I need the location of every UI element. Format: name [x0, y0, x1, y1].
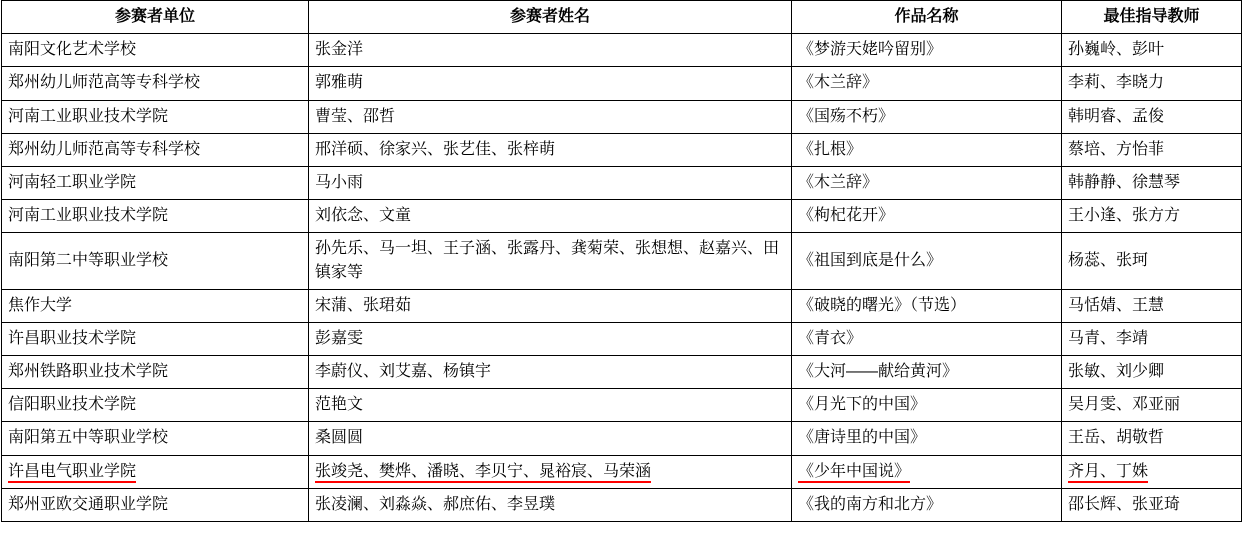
cell-names: 范艳文 [309, 389, 792, 422]
cell-unit: 郑州幼儿师范高等专科学校 [2, 67, 309, 100]
cell-teachers: 王岳、胡敬哲 [1062, 422, 1242, 455]
table-header-row [2, 1, 1242, 34]
table-body [2, 34, 1242, 522]
cell-names: 彭嘉雯 [309, 322, 792, 355]
cell-teachers: 李莉、李晓力 [1062, 67, 1242, 100]
cell-teachers: 杨蕊、张珂 [1062, 233, 1242, 289]
cell-teachers: 韩明睿、孟俊 [1062, 100, 1242, 133]
table-row [2, 389, 1242, 422]
cell-names: 张金洋 [309, 34, 792, 67]
cell-work: 《木兰辞》 [792, 166, 1062, 199]
cell-teachers: 孙巍岭、彭叶 [1062, 34, 1242, 67]
cell-names: 张凌澜、刘淼焱、郝庶佑、李昱璞 [309, 488, 792, 521]
cell-teachers: 蔡培、方怡菲 [1062, 133, 1242, 166]
table-row [2, 200, 1242, 233]
cell-unit: 焦作大学 [2, 289, 309, 322]
cell-teachers-text: 齐月、丁姝 [1068, 463, 1148, 483]
cell-work: 《青衣》 [792, 322, 1062, 355]
cell-names: 曹莹、邵哲 [309, 100, 792, 133]
cell-unit: 信阳职业技术学院 [2, 389, 309, 422]
cell-unit: 南阳第二中等职业学校 [2, 233, 309, 289]
cell-work: 《破晓的曙光》（节选） [792, 289, 1062, 322]
cell-teachers: 马青、李靖 [1062, 322, 1242, 355]
cell-teachers: 韩静静、徐慧琴 [1062, 166, 1242, 199]
column-header-teachers: 最佳指导教师 [1062, 1, 1242, 34]
cell-names: 马小雨 [309, 166, 792, 199]
cell-work: 《月光下的中国》 [792, 389, 1062, 422]
cell-teachers: 张敏、刘少卿 [1062, 356, 1242, 389]
cell-unit: 南阳文化艺术学校 [2, 34, 309, 67]
cell-names-text: 张竣尧、樊烨、潘晓、李贝宁、晁裕宸、马荣涵 [315, 463, 651, 483]
cell-unit-text: 许昌电气职业学院 [8, 463, 136, 483]
table-row [2, 356, 1242, 389]
cell-unit: 河南工业职业技术学院 [2, 100, 309, 133]
table-row [2, 289, 1242, 322]
column-header-work: 作品名称 [792, 1, 1062, 34]
table-row [2, 233, 1242, 289]
column-header-names: 参赛者姓名 [309, 1, 792, 34]
table-row [2, 422, 1242, 455]
cell-work: 《枸杞花开》 [792, 200, 1062, 233]
table-row [2, 100, 1242, 133]
table-row [2, 34, 1242, 67]
cell-work: 《木兰辞》 [792, 67, 1062, 100]
table-row [2, 133, 1242, 166]
cell-names: 郭雅萌 [309, 67, 792, 100]
table-header [2, 1, 1242, 34]
table-row [2, 322, 1242, 355]
cell-work [792, 455, 1062, 488]
cell-unit: 郑州亚欧交通职业学院 [2, 488, 309, 521]
cell-teachers: 邵长辉、张亚琦 [1062, 488, 1242, 521]
cell-work: 《大河——献给黄河》 [792, 356, 1062, 389]
cell-work-text: 《少年中国说》 [798, 463, 910, 483]
cell-work: 《我的南方和北方》 [792, 488, 1062, 521]
cell-names: 李蔚仪、刘艾嘉、杨镇宇 [309, 356, 792, 389]
cell-teachers: 马恬婧、王慧 [1062, 289, 1242, 322]
cell-unit: 许昌职业技术学院 [2, 322, 309, 355]
table-row [2, 166, 1242, 199]
cell-work: 《扎根》 [792, 133, 1062, 166]
cell-names: 孙先乐、马一坦、王子涵、张露丹、龚菊荣、张想想、赵嘉兴、田镇家等 [309, 233, 792, 289]
table-row [2, 488, 1242, 521]
cell-unit: 南阳第五中等职业学校 [2, 422, 309, 455]
cell-teachers: 吴月雯、邓亚丽 [1062, 389, 1242, 422]
cell-teachers: 王小逢、张方方 [1062, 200, 1242, 233]
cell-names: 宋蒲、张珺茹 [309, 289, 792, 322]
cell-names [309, 455, 792, 488]
cell-unit: 河南工业职业技术学院 [2, 200, 309, 233]
cell-names: 邢洋硕、徐家兴、张艺佳、张梓萌 [309, 133, 792, 166]
cell-teachers [1062, 455, 1242, 488]
cell-unit: 郑州幼儿师范高等专科学校 [2, 133, 309, 166]
cell-unit: 郑州铁路职业技术学院 [2, 356, 309, 389]
cell-names: 刘依念、文童 [309, 200, 792, 233]
cell-names: 桑圆圆 [309, 422, 792, 455]
cell-work: 《唐诗里的中国》 [792, 422, 1062, 455]
cell-unit [2, 455, 309, 488]
table-row [2, 455, 1242, 488]
cell-work: 《国殇不朽》 [792, 100, 1062, 133]
participants-table [1, 0, 1242, 522]
cell-unit: 河南轻工职业学院 [2, 166, 309, 199]
table-row [2, 67, 1242, 100]
cell-work: 《梦游天姥吟留别》 [792, 34, 1062, 67]
cell-work: 《祖国到底是什么》 [792, 233, 1062, 289]
column-header-unit: 参赛者单位 [2, 1, 309, 34]
